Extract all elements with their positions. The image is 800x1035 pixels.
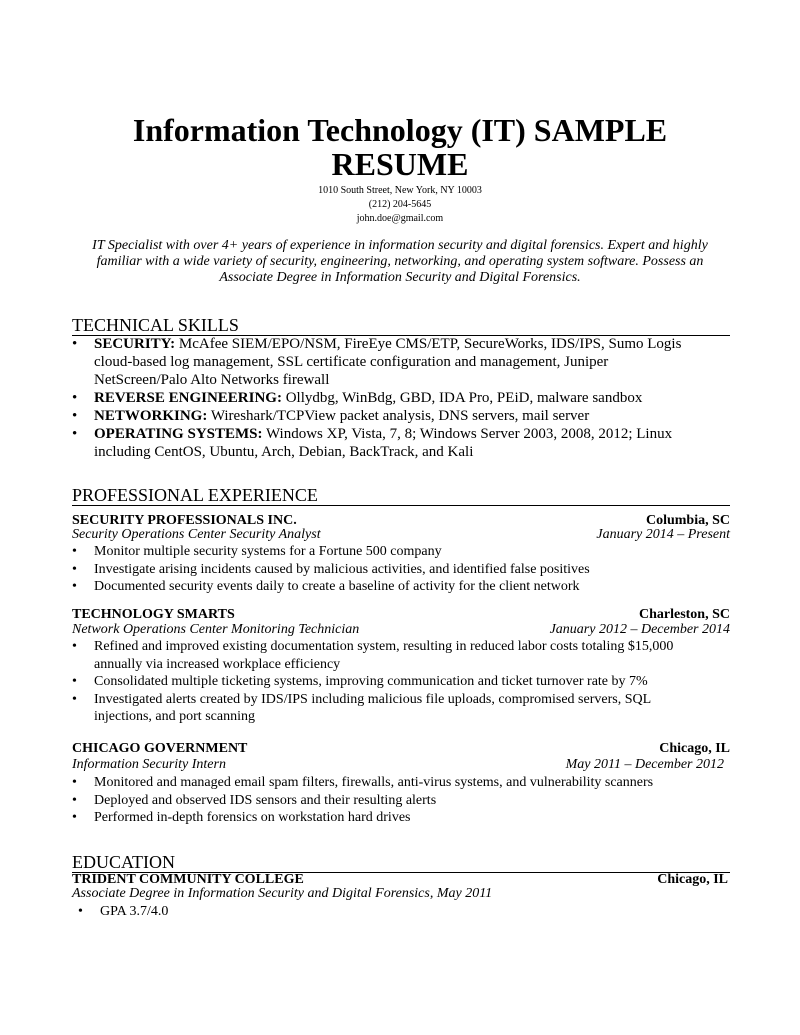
- job-dates: January 2012 – December 2014: [549, 622, 730, 637]
- skill-item: [72, 389, 692, 407]
- skill-text: Wireshark/TCPView packet analysis, DNS servers, mail server: [207, 408, 590, 424]
- job-location: Charleston, SC: [638, 607, 730, 622]
- technical-skills-list: [72, 335, 692, 461]
- skill-text: Ollydbg, WinBdg, GBD, IDA Pro, PEiD, malware sandbox: [281, 390, 643, 406]
- education-location: Chicago, IL: [657, 872, 728, 887]
- bullet-glyph: •: [72, 426, 78, 442]
- title-line-1: Information Technology (IT) SAMPLE: [132, 112, 668, 148]
- education-bullets: [78, 903, 708, 921]
- bullet-glyph: •: [72, 561, 77, 577]
- education-degree-row: [72, 886, 730, 902]
- list-item: [72, 578, 702, 596]
- contact-phone: (212) 204-5645: [368, 199, 432, 210]
- title-line-2: RESUME: [331, 146, 469, 182]
- list-item: [72, 809, 702, 827]
- job-location: Chicago, IL: [659, 741, 730, 756]
- bullet-glyph: •: [72, 674, 77, 689]
- list-item: [72, 792, 702, 810]
- job-bullets: [72, 543, 702, 596]
- section-heading-education: EDUCATION: [72, 853, 730, 873]
- bullet-glyph: •: [72, 579, 77, 594]
- job-company-row: [72, 741, 730, 757]
- list-item-text: Investigated alerts created by IDS/IPS including malicious file uploads, compromised servers, SQL injections, and port scanning: [94, 691, 651, 724]
- job-bullets: [72, 638, 702, 726]
- professional-summary: IT Specialist with over 4+ years of experience in information security and digital forensics. Expert and highly familiar with a wide variety of security, engineering, networking, and operating system software. Possess an Associate Degree in Information Security and Digital Forensics.: [92, 238, 708, 285]
- skill-label: OPERATING SYSTEMS:: [94, 426, 263, 442]
- list-item-text: Consolidated multiple ticketing systems, improving communication and ticket turnover rate by 7%: [94, 674, 648, 689]
- section-heading-experience: PROFESSIONAL EXPERIENCE: [72, 486, 730, 506]
- skill-label: SECURITY:: [94, 336, 176, 352]
- list-item: [72, 774, 702, 792]
- job-bullets: [72, 774, 702, 827]
- education-school: TRIDENT COMMUNITY COLLEGE: [72, 872, 304, 887]
- job-company-row: [72, 607, 730, 623]
- list-item-text: Monitor multiple security systems for a Fortune 500 company: [94, 544, 442, 559]
- contact-address: 1010 South Street, New York, NY 10003: [318, 185, 482, 196]
- skill-item: [72, 425, 692, 461]
- list-item: [72, 561, 702, 579]
- bullet-glyph: •: [72, 775, 77, 790]
- bullet-glyph: •: [72, 390, 78, 406]
- job-dates: May 2011 – December 2012: [565, 757, 724, 772]
- bullet-glyph: •: [72, 544, 77, 559]
- job-role-row: [72, 527, 730, 543]
- job-role-row: [72, 622, 730, 638]
- contact-email: john.doe@gmail.com: [356, 213, 444, 224]
- job-role-row: [72, 757, 724, 773]
- skill-text: Windows XP, Vista, 7, 8; Windows Server 2003, 2008, 2012; Linux including CentOS, Ubuntu, Arch, Debian, BackTrack, and Kali: [94, 426, 673, 460]
- skill-label: NETWORKING:: [94, 408, 208, 424]
- job-dates: January 2014 – Present: [596, 527, 730, 542]
- job-role: Security Operations Center Security Analyst: [72, 527, 321, 542]
- list-item: [72, 673, 702, 691]
- job-company: SECURITY PROFESSIONALS INC.: [72, 513, 297, 528]
- bullet-glyph: •: [72, 691, 77, 707]
- list-item: [78, 903, 708, 921]
- bullet-glyph: •: [72, 336, 78, 352]
- skill-item: [72, 335, 692, 389]
- list-item-text: GPA 3.7/4.0: [100, 904, 169, 919]
- skill-label: REVERSE ENGINEERING:: [94, 390, 282, 406]
- job-company: CHICAGO GOVERNMENT: [72, 741, 248, 756]
- list-item-text: Deployed and observed IDS sensors and their resulting alerts: [94, 792, 437, 808]
- education-degree: Associate Degree in Information Security and Digital Forensics, May 2011: [72, 886, 493, 901]
- bullet-glyph: •: [72, 408, 78, 424]
- resume-title: [60, 113, 740, 181]
- job-company: TECHNOLOGY SMARTS: [72, 607, 235, 622]
- list-item-text: Investigate arising incidents caused by malicious activities, and identified false positives: [94, 561, 590, 577]
- list-item-text: Performed in-depth forensics on workstation hard drives: [94, 810, 411, 825]
- job-location: Columbia, SC: [645, 513, 730, 528]
- bullet-glyph: •: [72, 792, 77, 808]
- section-heading-technical-skills: TECHNICAL SKILLS: [72, 316, 730, 336]
- list-item: [72, 691, 702, 726]
- bullet-glyph: •: [78, 904, 83, 919]
- list-item: [72, 638, 702, 673]
- job-role: Network Operations Center Monitoring Technician: [72, 622, 360, 637]
- list-item-text: Documented security events daily to create a baseline of activity for the client network: [94, 579, 580, 594]
- bullet-glyph: •: [72, 810, 77, 825]
- job-role: Information Security Intern: [72, 757, 226, 772]
- list-item-text: Refined and improved existing documentation system, resulting in reduced labor costs totaling $15,000 annually via increased workplace efficiency: [94, 639, 674, 672]
- skill-item: [72, 407, 692, 425]
- bullet-glyph: •: [72, 639, 77, 654]
- list-item-text: Monitored and managed email spam filters, firewalls, anti-virus systems, and vulnerability scanners: [94, 775, 654, 790]
- list-item: [72, 543, 702, 561]
- skill-text: McAfee SIEM/EPO/NSM, FireEye CMS/ETP, SecureWorks, IDS/IPS, Sumo Logis cloud-based log management, SSL certificate configuration and management, Juniper NetScreen/Palo Alto Networks firewall: [94, 336, 682, 388]
